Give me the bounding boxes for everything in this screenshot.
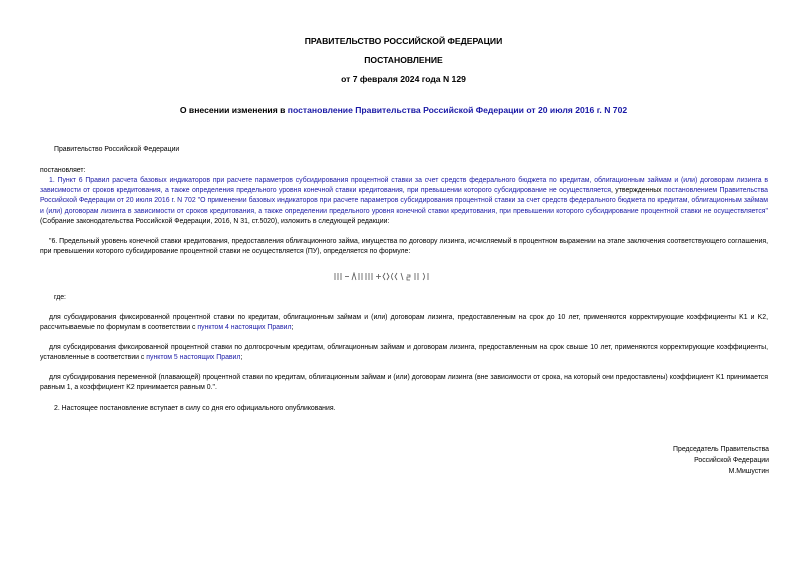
paragraph-2: 2. Настоящее постановление вступает в силу со дня его официального опубликования. [54, 405, 336, 412]
formula-image [333, 272, 433, 281]
point-4-link[interactable]: пунктом 4 настоящих Правил [197, 324, 292, 332]
k2-semicolon: ; [240, 354, 243, 362]
k2-text: для субсидирования фиксированной процентной ставки по долгосрочным кредитам, облигационным займам и договорам лизинга, предоставленным на срок свыше 10 лет, применяются корректирующие коэффициенты, установленные в соответствии с [40, 344, 768, 362]
title-link[interactable]: постановление Правительства Российской Федерации от 20 июля 2016 г. N 702 [287, 105, 628, 115]
where-text: где: [54, 294, 66, 301]
paragraph-1 [40, 176, 768, 227]
rules-link[interactable]: 1. Пункт 6 Правил расчета базовых индикаторов при расчете параметров субсидирования процентной ставки за счет средств федерального бюджета по кредитам, облигационным займам и (или) договорам лизинга в зависимости от сроков кредитования, а также определения предельного уровня конечной ставки кредитования, при превышении которого субсидирование не осуществляется [40, 177, 768, 195]
paragraph-6: "6. Предельный уровень конечной ставки кредитования, предоставления облигационного займа, имущества по договору лизинга, исчисляемый в процентном выражении на этапе заключения соответствующего соглашения, при превышении которого субсидирование процентной ставки не осуществляется (ПУ), определяется по формуле: [40, 238, 768, 256]
resolution-link[interactable]: постановлением Правительства Российской Федерации от 20 июля 2016 г. N 702 "О применении базовых индикаторов при расчете параметров субсидирования процентной ставки за счет средств федерального бюджета по кредитам, облигационным займам и (или) договорам лизинга в зависимости от сроков кредитования, а также определении предельного уровня конечной ставки кредитования, при превышении которого субсидирование процентной ставки не осуществляется" [40, 187, 768, 215]
point-5-link[interactable]: пунктом 5 настоящих Правил [146, 354, 241, 362]
signature-block [673, 444, 769, 477]
signature-country: Российской Федерации [694, 457, 769, 464]
k1-text: для субсидирования фиксированной процентной ставки по кредитам, облигационным займам и (или) договорам лизинга, предоставленным на срок до 10 лет, применяются корректирующие коэффициенты K1 и K2, рассчитываемые по формулам в соответствии с [40, 314, 768, 332]
intro-text: Правительство Российской Федерации [54, 146, 180, 153]
document-type: ПОСТАНОВЛЕНИЕ [364, 55, 443, 65]
signature-name: М.Мишустин [728, 468, 769, 475]
paragraph-1-tail: (Собрание законодательства Российской Федерации, 2016, N 31, ст.5020), изложить в следующей редакции: [40, 217, 390, 225]
k1-paragraph [40, 313, 768, 333]
government-heading: ПРАВИТЕЛЬСТВО РОССИЙСКОЙ ФЕДЕРАЦИИ [304, 36, 503, 46]
date-number: от 7 февраля 2024 года N 129 [341, 74, 466, 84]
title-prefix: О внесении изменения в [179, 105, 288, 115]
k1-semicolon: ; [291, 324, 294, 332]
paragraph-1-text: , утвержденных [610, 187, 665, 195]
k2-paragraph [40, 343, 768, 363]
resolves-text: постановляет: [40, 167, 86, 174]
signature-position: Председатель Правительства [673, 446, 769, 453]
k3-paragraph: для субсидирования переменной (плавающей) процентной ставки по кредитам, облигационным займам и (или) договорам лизинга (вне зависимости от срока, на который они предоставлены) коэффициент K1 принимается равным 1, а коэффициент K2 принимается равным 0.". [40, 374, 768, 392]
document-title [0, 105, 807, 115]
